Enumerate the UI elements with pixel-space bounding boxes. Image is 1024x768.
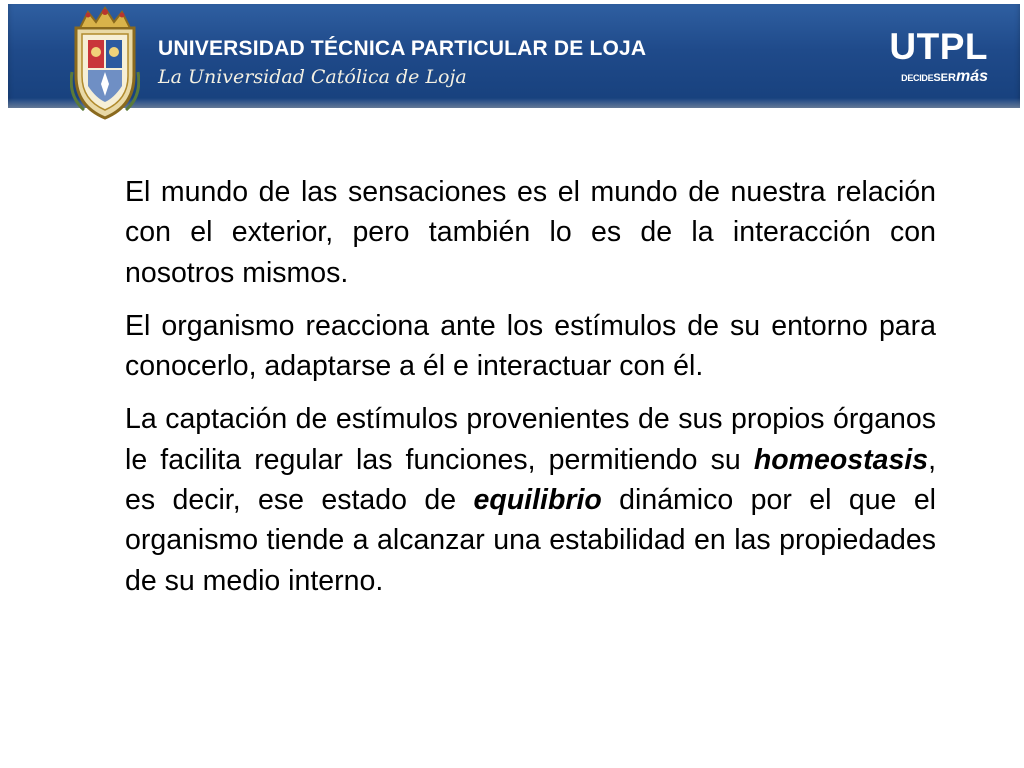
university-crest-icon — [70, 6, 140, 124]
utpl-brand — [838, 28, 988, 86]
slogan-decide: DECIDE — [901, 73, 934, 83]
term-homeostasis: homeostasis — [753, 443, 929, 476]
term-equilibrio: equilibrio — [473, 484, 602, 517]
university-tagline: La Universidad Católica de Loja — [158, 66, 467, 88]
slogan-ser: SER — [933, 72, 956, 84]
paragraph-3-text-2: , es decir, ese estado de — [125, 443, 936, 517]
utpl-slogan — [838, 68, 988, 86]
paragraph-3-text-1: La captación de estímulos provenientes de sus propios órganos le facilita regular las funciones, permitiendo su — [125, 403, 936, 476]
paragraph-3-text-3: dinámico por el que el organismo tiende a alcanzar una estabilidad en las propiedades de su medio interno. — [125, 484, 936, 597]
body-paragraph-3 — [125, 399, 936, 600]
slide-body — [125, 172, 936, 614]
slogan-mas: más — [955, 68, 988, 85]
body-paragraph-1: El mundo de las sensaciones es el mundo de nuestra relación con el exterior, pero también lo es de la interacción con nosotros mismos. — [125, 176, 936, 289]
utpl-logo: UTPL — [889, 26, 988, 67]
body-paragraph-2: El organismo reacciona ante los estímulos de su entorno para conocerlo, adaptarse a él e interactuar con él. — [125, 309, 936, 383]
university-name: UNIVERSIDAD TÉCNICA PARTICULAR DE LOJA — [158, 37, 647, 60]
header-banner — [8, 4, 1020, 108]
